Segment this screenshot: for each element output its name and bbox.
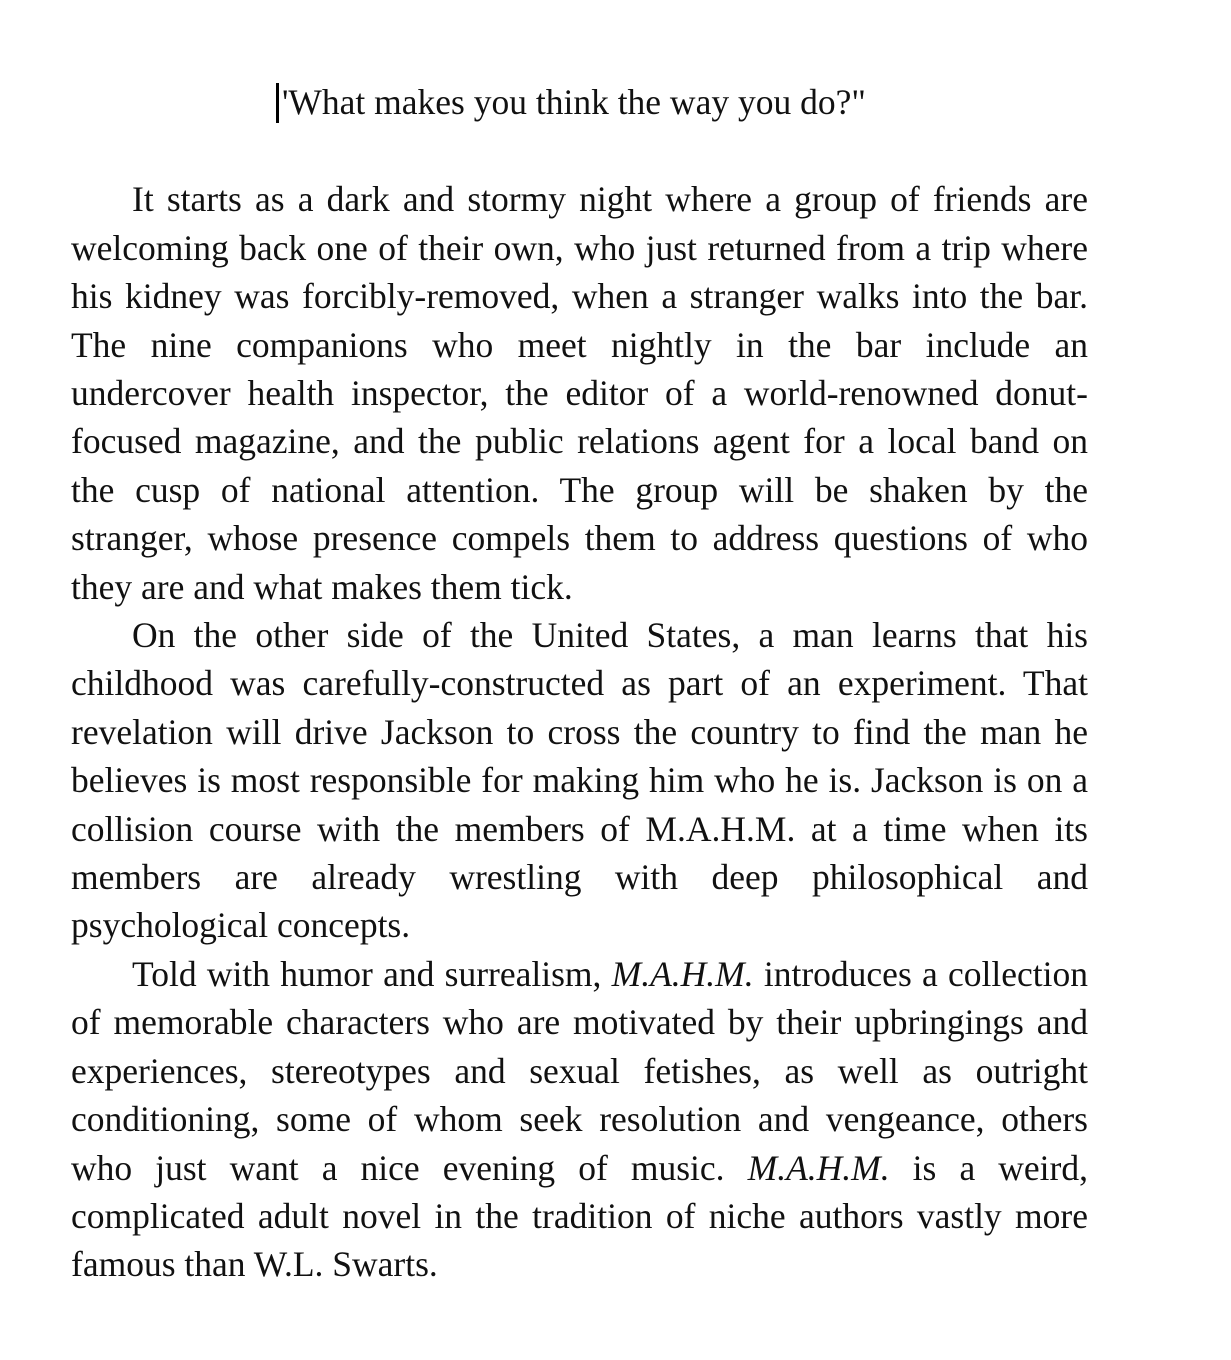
paragraph-3-part-3: is a weird, complicated adult novel in the tradition of niche authors vastly more famous than W.L. Swarts.: [71, 1147, 1088, 1285]
paragraph-3[interactable]: [71, 950, 1088, 1289]
title-line: [71, 78, 1088, 126]
paragraph-2[interactable]: On the other side of the United States, a man learns that his childhood was carefully-constructed as part of an experiment. That revelation will drive Jackson to cross the country to find the man he believes is most responsible for making him who he is. Jackson is on a collision course with the members of M.A.H.M. at a time when its members are already wrestling with deep philosophical and psychological concepts.: [71, 615, 1088, 946]
text-cursor[interactable]: [276, 83, 279, 123]
document-body: [71, 78, 1088, 1289]
book-title-italic-1: M.A.H.M.: [611, 953, 754, 994]
paragraph-1[interactable]: It starts as a dark and stormy night where a group of friends are welcoming back one of their own, who just returned from a trip where his kidney was forcibly-removed, when a stranger walks into the bar. The nine companions who meet nightly in the bar include an undercover health inspector, the editor of a world-renowned donut-focused magazine, and the public relations agent for a local band on the cusp of national attention. The group will be shaken by the stranger, whose presence compels them to address questions of who they are and what makes them tick.: [71, 179, 1088, 607]
paragraph-3-part-1: Told with humor and surrealism,: [132, 953, 612, 994]
book-title-italic-2: M.A.H.M.: [747, 1147, 890, 1188]
quote-title[interactable]: 'What makes you think the way you do?": [282, 82, 866, 122]
paragraph-3-part-2: introduces a collection of memorable characters who are motivated by their upbringings and experiences, stereotypes and sexual fetishes, as well as outright conditioning, some of whom seek resolution and vengeance, others who just want a nice evening of music.: [71, 953, 1088, 1188]
